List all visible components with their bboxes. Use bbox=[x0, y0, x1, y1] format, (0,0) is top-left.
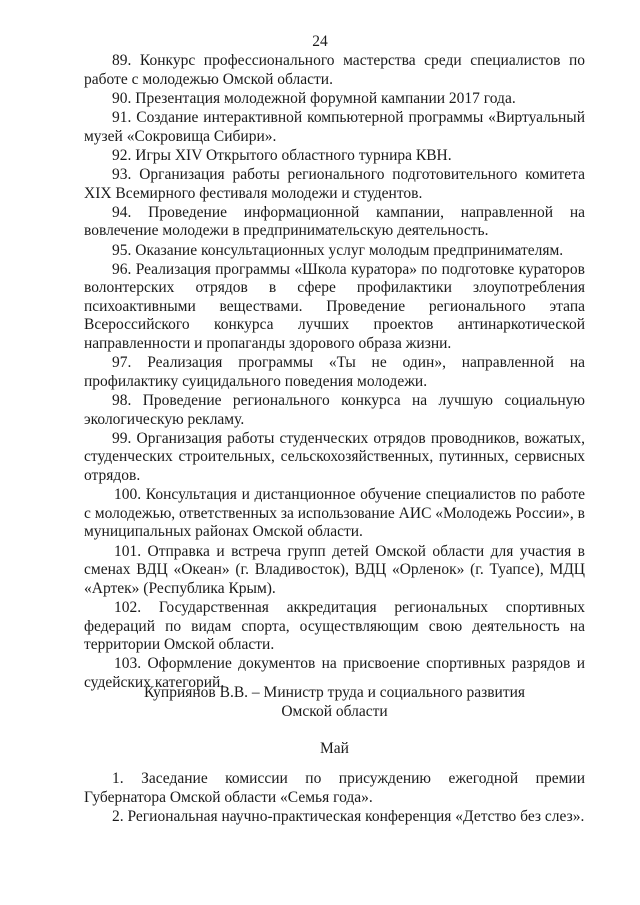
list-item: 93. Организация работы регионального подготовительного комитета XIX Всемирного фестиваля молодежи и студентов. bbox=[84, 165, 585, 202]
list-item: 99. Организация работы студенческих отрядов проводников, вожатых, студенческих строительных, сельскохозяйственных, путинных, сервисных отрядов. bbox=[84, 429, 586, 484]
list-item: 100. Консультация и дистанционное обучение специалистов по работе с молодежью, ответственных за использование АИС «Молодежь России», в муниципальных районах Омской области. bbox=[84, 486, 585, 541]
list-item: 95. Оказание консультационных услуг молодым предпринимателям. bbox=[112, 241, 564, 259]
may-event-list bbox=[84, 770, 585, 827]
list-item: 98. Проведение регионального конкурса на лучшую социальную экологическую рекламу. bbox=[84, 392, 585, 428]
list-item: 102. Государственная аккредитация региональных спортивных федераций по видам спорта, осуществляющим свою деятельность на территории Омской области. bbox=[84, 598, 586, 654]
list-item: 94. Проведение информационной кампании, направленной на вовлечение молодежи в предпринимательскую деятельность. bbox=[84, 203, 585, 240]
list-item: 92. Игры XIV Открытого областного турнира КВН. bbox=[112, 146, 452, 164]
list-item: 96. Реализация программы «Школа куратора» по подготовке кураторов волонтерских отрядов в сфере профилактики злоупотребления психоактивными веществами. Проведение регионального этапа Всероссийского конкурса лучших проектов антинаркотической направленности и пропаганды здорового образа жизни. bbox=[84, 260, 586, 353]
event-list bbox=[84, 52, 585, 693]
list-item: 2. Региональная научно-практическая конференция «Детство без слез». bbox=[112, 807, 585, 825]
list-item: 89. Конкурс профессионального мастерства среди специалистов по работе с молодежью Омской области. bbox=[84, 52, 585, 88]
list-item: 91. Создание интерактивной компьютерной программы «Виртуальный музей «Сокровища Сибири». bbox=[84, 108, 585, 145]
list-item: 101. Отправка и встреча групп детей Омской области для участия в сменах ВДЦ «Океан» (г. Владивосток), ВДЦ «Орленок» (г. Туапсе), МДЦ «Артек» (Республика Крым). bbox=[84, 542, 585, 597]
month-heading: Май bbox=[320, 740, 349, 757]
list-item: 97. Реализация программы «Ты не один», направленной на профилактику суицидального поведения молодежи. bbox=[84, 354, 585, 390]
responsible-minister bbox=[84, 684, 585, 721]
list-item: 90. Презентация молодежной форумной кампании 2017 года. bbox=[112, 89, 516, 107]
page-number: 24 bbox=[312, 33, 328, 50]
minister-line-1: Куприянов В.В. – Министр труда и социального развития bbox=[143, 684, 526, 701]
list-item: 1. Заседание комиссии по присуждению ежегодной премии Губернатора Омской области «Семья года». bbox=[84, 770, 585, 806]
minister-line-2: Омской области bbox=[281, 702, 388, 720]
list-item: 103. Оформление документов на присвоение спортивных разрядов и судейских категорий. bbox=[84, 655, 585, 691]
